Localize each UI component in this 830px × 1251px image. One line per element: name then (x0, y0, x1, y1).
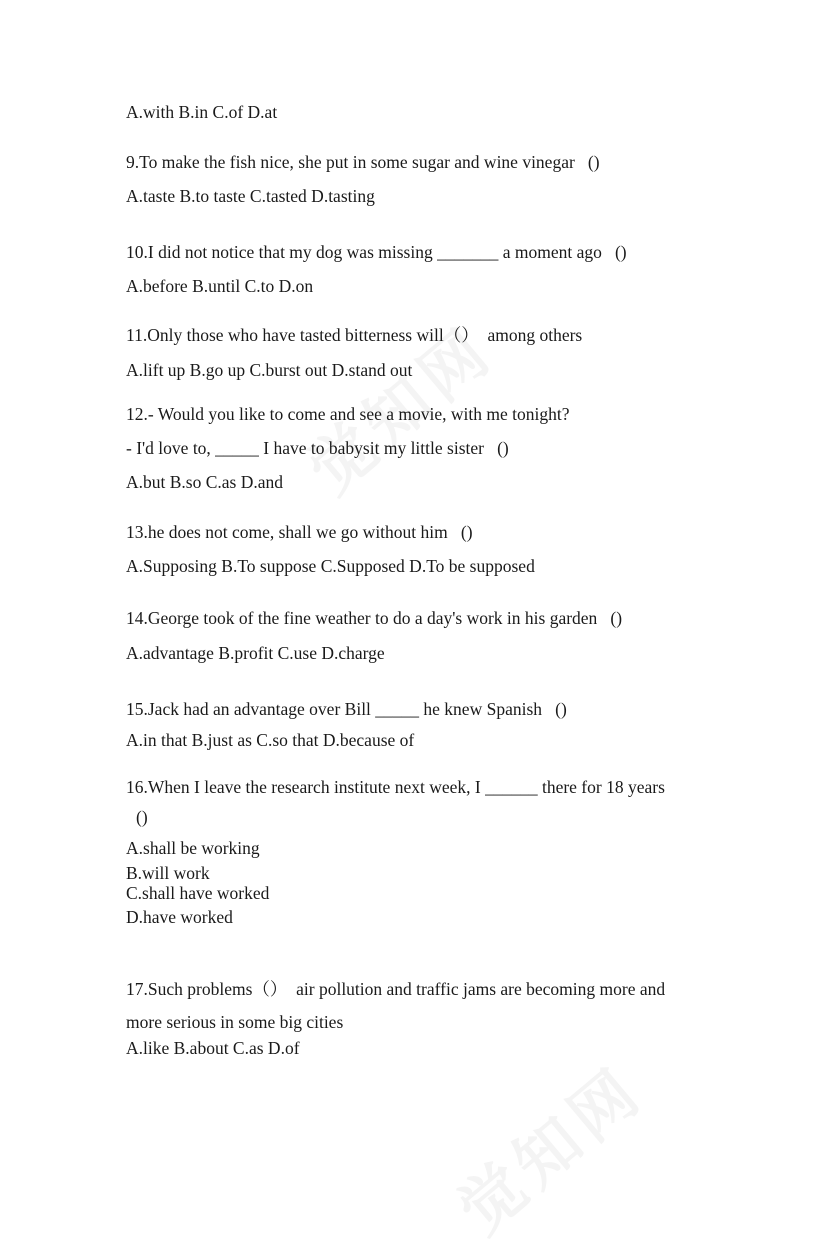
watermark (436, 1041, 661, 1250)
q17-stem-line1: 17.Such problems（） air pollution and traffic jams are becoming more and (126, 979, 666, 999)
q16-option-d: D.have worked (126, 907, 233, 927)
q15-options: A.in that B.just as C.so that D.because of (126, 730, 415, 750)
q16-answer-paren: () (136, 807, 148, 827)
q16-option-c: C.shall have worked (126, 883, 270, 903)
q16-stem: 16.When I leave the research institute next week, I ______ there for 18 years (126, 777, 665, 797)
q11-options: A.lift up B.go up C.burst out D.stand out (126, 360, 413, 380)
q15-stem: 15.Jack had an advantage over Bill _____ he knew Spanish () (126, 699, 567, 719)
q16-option-b: B.will work (126, 863, 210, 883)
q17-stem-line2: more serious in some big cities (126, 1012, 344, 1032)
q12-stem-line1: 12.- Would you like to come and see a movie, with me tonight? (126, 404, 570, 424)
q17-options: A.like B.about C.as D.of (126, 1038, 300, 1058)
q14-options: A.advantage B.profit C.use D.charge (126, 643, 385, 663)
q14-stem: 14.George took of the fine weather to do a day's work in his garden () (126, 608, 623, 628)
q10-stem: 10.I did not notice that my dog was missing _______ a moment ago () (126, 242, 627, 262)
q13-stem: 13.he does not come, shall we go without him () (126, 522, 473, 542)
q16-option-a: A.shall be working (126, 838, 260, 858)
q13-options: A.Supposing B.To suppose C.Supposed D.To be supposed (126, 556, 535, 576)
q9-options: A.taste B.to taste C.tasted D.tasting (126, 186, 375, 206)
q10-options: A.before B.until C.to D.on (126, 276, 314, 296)
q8-options: A.with B.in C.of D.at (126, 102, 278, 122)
q9-stem: 9.To make the fish nice, she put in some sugar and wine vinegar () (126, 152, 600, 172)
q12-stem-line2: - I'd love to, _____ I have to babysit my little sister () (126, 438, 509, 458)
q12-options: A.but B.so C.as D.and (126, 472, 284, 492)
q11-stem: 11.Only those who have tasted bitterness will（） among others (126, 325, 583, 345)
